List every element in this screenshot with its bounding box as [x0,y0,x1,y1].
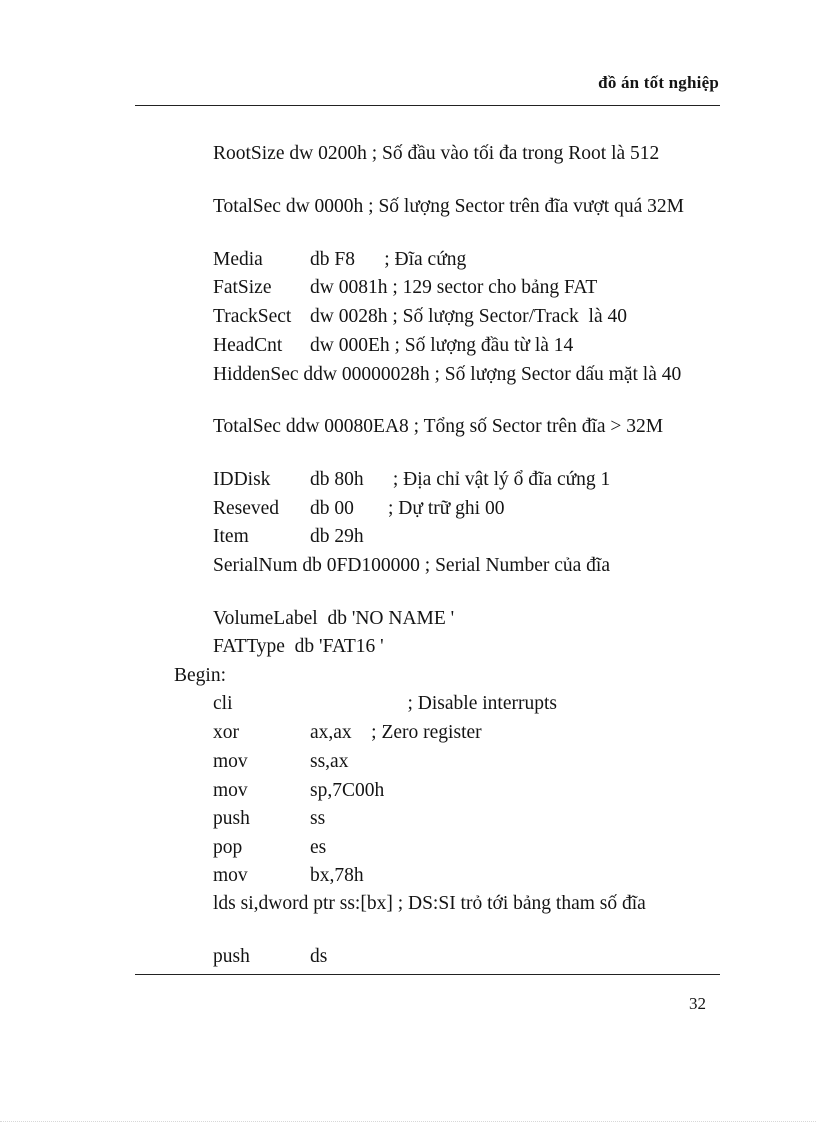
code-line: TrackSect dw 0028h ; Số lượng Sector/Track là 40 [213,306,627,327]
code-line: mov ss,ax [213,751,349,772]
code-line: VolumeLabel db 'NO NAME ' [213,608,455,629]
code-line: Reseved db 00 ; Dự trữ ghi 00 [213,498,505,519]
header-rule [135,105,720,106]
code-line: lds si,dword ptr ss:[bx] ; DS:SI trỏ tới bảng tham số đĩa [213,893,646,914]
header-title: đồ án tốt nghiệp [598,73,719,92]
code-line: RootSize dw 0200h ; Số đầu vào tối đa trong Root là 512 [213,143,660,164]
code-line: pop es [213,837,327,858]
code-line: mov sp,7C00h [213,780,385,801]
page-number: 32 [689,994,706,1013]
code-line: FatSize dw 0081h ; 129 sector cho bảng FAT [213,277,598,298]
code-line: push ss [213,808,326,829]
code-line: cli ; Disable interrupts [213,693,557,714]
code-line: SerialNum db 0FD100000 ; Serial Number của đĩa [213,555,610,576]
page-edge-divider [0,1121,816,1122]
code-line: HiddenSec ddw 00000028h ; Số lượng Sector dấu mặt là 40 [213,364,682,385]
code-line: TotalSec ddw 00080EA8 ; Tổng số Sector trên đĩa > 32M [213,416,664,437]
footer-rule [135,974,720,975]
code-line: Item db 29h [213,526,364,547]
code-line: FATType db 'FAT16 ' [213,636,384,657]
code-line: TotalSec dw 0000h ; Số lượng Sector trên đĩa vượt quá 32M [213,196,684,217]
code-line: push ds [213,946,328,967]
code-line: Media db F8 ; Đĩa cứng [213,249,467,270]
code-line: HeadCnt dw 000Eh ; Số lượng đầu từ là 14 [213,335,574,356]
code-line: IDDisk db 80h ; Địa chỉ vật lý ổ đĩa cứng 1 [213,469,611,490]
code-line: xor ax,ax ; Zero register [213,722,482,743]
code-line: mov bx,78h [213,865,364,886]
code-label: Begin: [174,665,226,686]
